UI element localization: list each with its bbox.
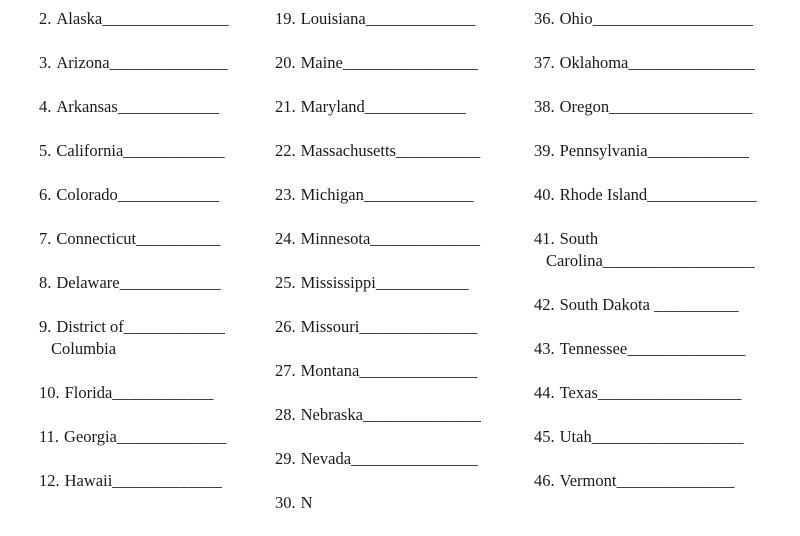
list-item [534,184,779,206]
list-item-line [275,360,510,382]
item-label: Alaska [56,9,103,28]
item-number: 8. [39,273,52,292]
fill-in-blank: ______________ [627,339,746,358]
list-item [275,492,510,514]
list-item-line [39,316,274,338]
fill-in-blank: ____________ [119,273,221,292]
item-number: 11. [39,427,60,446]
list-item [275,404,510,426]
item-number: 30. [275,493,296,512]
list-item [534,96,779,118]
item-label: Arizona [56,53,110,72]
worksheet-column-2 [275,8,510,536]
item-label: Columbia [51,339,117,358]
fill-in-blank: ____________ [117,97,220,116]
item-label: Delaware [56,273,120,292]
fill-in-blank: _____________ [365,9,476,28]
list-item [39,382,274,404]
item-number: 29. [275,449,296,468]
list-item-line [534,382,779,404]
list-item [534,140,779,162]
list-item [275,96,510,118]
item-label: Michigan [300,185,364,204]
list-item [39,426,274,448]
list-item-line [39,96,274,118]
item-number: 12. [39,471,60,490]
item-label: Utah [559,427,592,446]
fill-in-blank: ____________ [112,383,214,402]
item-number: 6. [39,185,52,204]
fill-in-blank: ______________ [109,53,228,72]
item-label: Minnesota [300,229,371,248]
list-item-line [534,338,779,360]
list-item [39,316,274,360]
item-number: 21. [275,97,296,116]
fill-in-blank: ___________ [375,273,469,292]
fill-in-blank: _________________ [597,383,742,402]
list-item-line [275,228,510,250]
fill-in-blank: ___________________ [592,9,754,28]
fill-in-blank: __________________ [591,427,744,446]
list-item [534,470,779,492]
item-label: Nebraska [300,405,363,424]
item-label: Hawaii [64,471,113,490]
list-item-line [39,272,274,294]
item-label: Connecticut [56,229,137,248]
list-item-line [534,96,779,118]
list-item [534,52,779,74]
list-item [275,448,510,470]
item-label: Massachusetts [300,141,396,160]
list-item-line [534,52,779,74]
item-number: 5. [39,141,52,160]
list-item-line [534,184,779,206]
fill-in-blank: __________ [649,295,739,314]
item-label: Oregon [559,97,610,116]
fill-in-blank: ____________ [123,141,225,160]
list-item [534,338,779,360]
fill-in-blank: __________ [136,229,221,248]
list-item-line [39,140,274,162]
item-label: South Dakota [559,295,650,314]
list-item [39,228,274,250]
list-item [39,184,274,206]
list-item-line [39,426,274,448]
fill-in-blank: _____________ [116,427,227,446]
item-number: 10. [39,383,60,402]
item-label: N [300,493,313,512]
item-number: 38. [534,97,555,116]
item-label: Nevada [300,449,352,468]
fill-in-blank: ______________ [359,317,478,336]
list-item [275,140,510,162]
fill-in-blank: ______________ [616,471,735,490]
list-item-line [534,426,779,448]
item-number: 43. [534,339,555,358]
list-item [275,316,510,338]
item-number: 46. [534,471,555,490]
fill-in-blank: ____________ [117,185,220,204]
item-label: Rhode Island [559,185,648,204]
list-item-line [39,52,274,74]
list-item-line [275,52,510,74]
list-item [275,228,510,250]
list-item-line [275,316,510,338]
list-item-line [534,470,779,492]
list-item-line [39,382,274,404]
list-item-line [275,272,510,294]
list-item-line [39,228,274,250]
list-item-line [39,470,274,492]
fill-in-blank: ________________ [342,53,478,72]
list-item [39,272,274,294]
list-item [534,228,779,272]
item-label: Missouri [300,317,360,336]
item-label: Oklahoma [559,53,629,72]
list-item [534,382,779,404]
item-number: 9. [39,317,52,336]
item-number: 41. [534,229,555,248]
list-item-line [275,96,510,118]
list-item-line [534,228,779,250]
item-label: Maine [300,53,343,72]
item-number: 37. [534,53,555,72]
item-label: South [559,229,599,248]
item-number: 2. [39,9,52,28]
list-item [534,8,779,30]
list-item [534,294,779,316]
item-number: 23. [275,185,296,204]
item-label: Montana [300,361,360,380]
list-item-line [534,294,779,316]
item-label: Pennsylvania [559,141,648,160]
list-item [275,360,510,382]
item-number: 26. [275,317,296,336]
item-label: Carolina [546,251,603,270]
worksheet-column-1 [39,8,274,514]
list-item-line [534,140,779,162]
list-item [39,96,274,118]
item-number: 36. [534,9,555,28]
item-number: 4. [39,97,52,116]
item-number: 24. [275,229,296,248]
fill-in-blank: ______________ [359,361,478,380]
list-item-line [39,8,274,30]
list-item-line [275,492,510,514]
item-label: Georgia [64,427,117,446]
list-item-line2 [39,338,274,360]
item-label: District of [56,317,124,336]
item-number: 7. [39,229,52,248]
list-item-line [275,404,510,426]
fill-in-blank: _________________ [609,97,753,116]
fill-in-blank: __________________ [602,251,755,270]
item-label: Texas [559,383,598,402]
list-item-line [275,184,510,206]
list-item-line [275,140,510,162]
item-label: Louisiana [300,9,366,28]
item-label: Ohio [559,9,593,28]
item-label: Tennessee [559,339,628,358]
item-number: 40. [534,185,555,204]
list-item [275,8,510,30]
item-number: 19. [275,9,296,28]
list-item [534,426,779,448]
fill-in-blank: _______________ [628,53,756,72]
item-number: 28. [275,405,296,424]
list-item-line [275,8,510,30]
item-number: 20. [275,53,296,72]
list-item [39,470,274,492]
item-label: Florida [64,383,113,402]
fill-in-blank: ____________ [364,97,467,116]
fill-in-blank: _______________ [102,9,229,28]
list-item-line2 [534,250,779,272]
list-item-line [275,448,510,470]
item-number: 25. [275,273,296,292]
item-number: 3. [39,53,52,72]
list-item [39,8,274,30]
item-label: Colorado [56,185,118,204]
item-label: Arkansas [56,97,118,116]
item-label: Mississippi [300,273,376,292]
item-number: 44. [534,383,555,402]
list-item [39,140,274,162]
item-label: Vermont [559,471,617,490]
fill-in-blank: _____________ [647,185,758,204]
item-label: California [56,141,124,160]
fill-in-blank: _______________ [351,449,478,468]
fill-in-blank: _____________ [363,185,474,204]
fill-in-blank: __________ [395,141,481,160]
list-item-line [39,184,274,206]
item-number: 39. [534,141,555,160]
fill-in-blank: ____________ [123,317,226,336]
item-label: Maryland [300,97,365,116]
list-item [275,272,510,294]
item-number: 22. [275,141,296,160]
list-item-line [534,8,779,30]
list-item [39,52,274,74]
worksheet-column-3 [534,8,779,514]
fill-in-blank: _____________ [370,229,481,248]
fill-in-blank: ____________ [647,141,750,160]
fill-in-blank: ______________ [362,405,482,424]
item-number: 45. [534,427,555,446]
list-item [275,52,510,74]
list-item [275,184,510,206]
fill-in-blank: _____________ [112,471,223,490]
item-number: 27. [275,361,296,380]
item-number: 42. [534,295,555,314]
